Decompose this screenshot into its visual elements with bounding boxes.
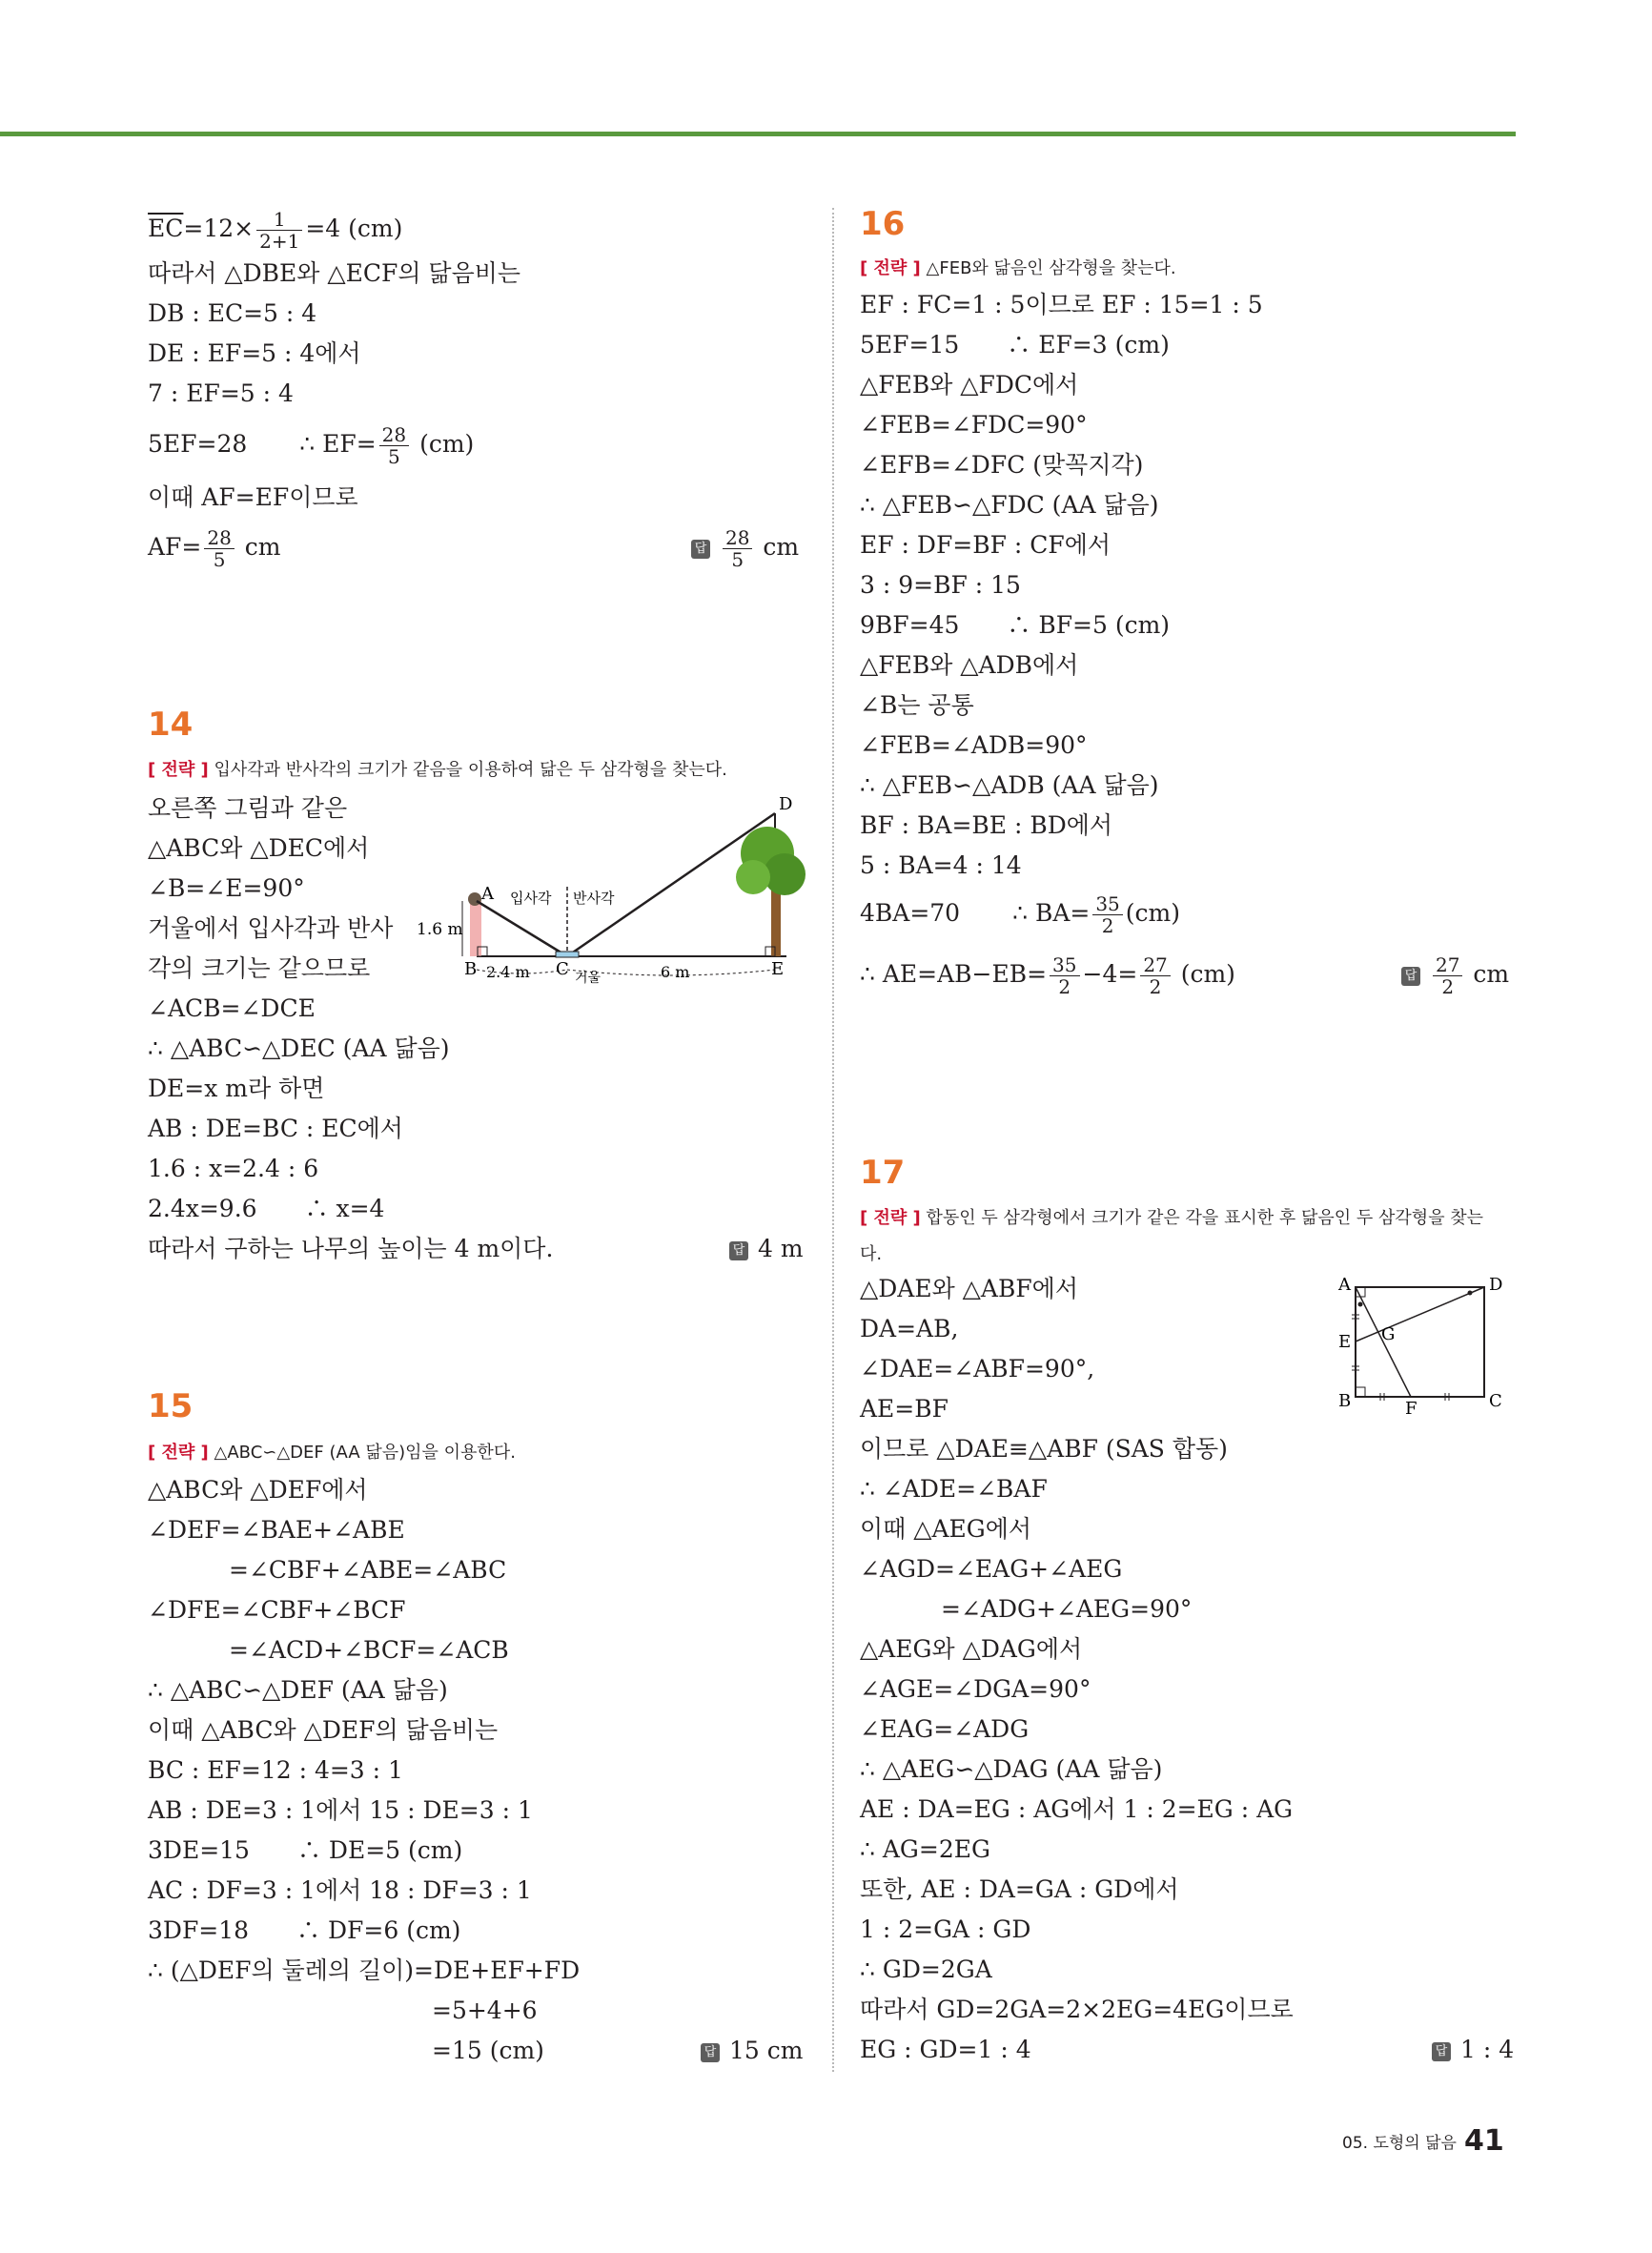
frac-num: 35 xyxy=(1050,954,1079,976)
text: AF= xyxy=(148,533,202,561)
incident-ray xyxy=(477,901,567,956)
text: ∴ BA= xyxy=(1012,899,1091,927)
p16-line: ∠FEB=∠FDC=90° xyxy=(860,411,1088,439)
p16-line: ∴ △FEB∽△ADB (AA 닮음) xyxy=(860,771,1159,799)
p15-line: 이때 △ABC와 △DEF의 닮음비는 xyxy=(148,1716,499,1744)
square-abcd xyxy=(1356,1287,1484,1397)
text: =4 (cm) xyxy=(305,215,403,242)
right-angle-mark xyxy=(1356,1387,1365,1397)
text: cm xyxy=(763,533,800,561)
p15-line: =15 (cm) xyxy=(432,2037,544,2064)
column-divider xyxy=(832,208,834,2072)
text: (cm) xyxy=(1125,899,1180,927)
p15-line: AB : DE=3 : 1에서 15 : DE=3 : 1 xyxy=(148,1796,533,1824)
text: =12× xyxy=(183,215,255,242)
p14-line: AB : DE=BC : EC에서 xyxy=(148,1115,403,1142)
text: 5EF=28 xyxy=(148,430,248,458)
square-figure xyxy=(1327,1273,1508,1419)
mirror-shape xyxy=(556,952,579,957)
label-reflection-angle: 반사각 xyxy=(573,890,615,907)
label-c: C xyxy=(556,959,569,979)
p17-line: ∠EAG=∠ADG xyxy=(860,1715,1030,1743)
frac-num: 35 xyxy=(1092,893,1122,915)
p14-line: ∠B=∠E=90° xyxy=(148,874,305,902)
p15-line: BC : EF=12 : 4=3 : 1 xyxy=(148,1756,403,1784)
tree-crown xyxy=(736,860,770,894)
label-height: 1.6 m xyxy=(417,920,463,939)
frac-den: 2 xyxy=(1441,975,1455,998)
label-d: D xyxy=(1489,1275,1503,1295)
p17-line: ∠AGE=∠DGA=90° xyxy=(860,1675,1091,1703)
answer-17 xyxy=(1432,2034,1514,2066)
p16-line: △FEB와 △FDC에서 xyxy=(860,371,1079,399)
p17-line: AE=BF xyxy=(860,1395,948,1423)
frac-num: 28 xyxy=(723,527,752,549)
carry-line-2: 따라서 △DBE와 △ECF의 닮음비는 xyxy=(148,259,521,287)
segment-de xyxy=(1356,1287,1484,1342)
text: (cm) xyxy=(419,430,475,458)
answer-mark-icon: 답 xyxy=(691,540,710,559)
text: ∴ AE=AB−EB= xyxy=(860,960,1048,988)
p16-line: 9BF=45 ∴ BF=5 (cm) xyxy=(860,611,1171,639)
p17-line: 이므로 △DAE≡△ABF (SAS 합동) xyxy=(860,1435,1228,1463)
strategy-text: 입사각과 반사각의 크기가 같음을 이용하여 닮은 두 삼각형을 찾는다. xyxy=(214,760,727,780)
frac-den: 2 xyxy=(1149,975,1162,998)
answer-15 xyxy=(701,2035,803,2067)
p15-line: ∠DFE=∠CBF+∠BCF xyxy=(148,1596,406,1624)
frac-den: 5 xyxy=(213,548,226,571)
p17-line: 따라서 GD=2GA=2×2EG=4EG이므로 xyxy=(860,1996,1294,2023)
strategy-17 xyxy=(860,1204,1483,1229)
label-f: F xyxy=(1405,1399,1417,1419)
p14-line: 거울에서 입사각과 반사 xyxy=(148,914,394,942)
fraction xyxy=(723,527,752,570)
p17-line: EG : GD=1 : 4 xyxy=(860,2036,1031,2063)
label-mirror: 거울 xyxy=(575,971,602,986)
p17-line: △AEG와 △DAG에서 xyxy=(860,1635,1083,1663)
answer-text: 4 m xyxy=(758,1235,804,1262)
strategy-tag: [ 전략 ] xyxy=(860,1208,921,1228)
frac-den: 2 xyxy=(1101,914,1114,937)
p15-line: ∴ (△DEF의 둘레의 길이)=DE+EF+FD xyxy=(148,1956,581,1984)
strategy-text: △ABC∽△DEF (AA 닮음)임을 이용한다. xyxy=(214,1443,516,1463)
label-e: E xyxy=(1338,1332,1352,1352)
problem-number-14: 14 xyxy=(148,706,194,744)
frac-num: 27 xyxy=(1140,954,1170,976)
p14-line: 따라서 구하는 나무의 높이는 4 m이다. xyxy=(148,1235,554,1262)
label-d: D xyxy=(779,794,793,814)
answer-13 xyxy=(691,527,799,570)
chapter-label: 05. 도형의 닮음 xyxy=(1342,2134,1457,2153)
p17-line: ∴ GD=2GA xyxy=(860,1956,992,1983)
carry-line-8 xyxy=(148,527,280,570)
answer-16 xyxy=(1401,954,1509,997)
carry-line-6 xyxy=(148,424,474,467)
p14-line: 1.6 : x=2.4 : 6 xyxy=(148,1155,319,1182)
label-b: B xyxy=(464,959,478,979)
p15-line: =∠ACD+∠BCF=∠ACB xyxy=(229,1636,509,1664)
p15-line: 3DF=18 ∴ DF=6 (cm) xyxy=(148,1916,461,1944)
p16-line: ∠B는 공통 xyxy=(860,691,974,719)
p16-line xyxy=(860,954,1235,997)
answer-mark-icon: 답 xyxy=(1432,2042,1451,2061)
p14-line: ∴ △ABC∽△DEC (AA 닮음) xyxy=(148,1034,450,1062)
p15-line: 3DE=15 ∴ DE=5 (cm) xyxy=(148,1836,463,1864)
strategy-tag: [ 전략 ] xyxy=(148,760,209,780)
strategy-17-cont: 다. xyxy=(860,1244,883,1264)
p15-line: AC : DF=3 : 1에서 18 : DF=3 : 1 xyxy=(148,1876,532,1904)
frac-num: 1 xyxy=(256,209,302,231)
p16-line: BF : BA=BE : BD에서 xyxy=(860,811,1113,839)
fraction xyxy=(1433,954,1462,997)
frac-num: 28 xyxy=(379,424,409,446)
header-rule xyxy=(0,132,1516,136)
p15-line: △ABC와 △DEF에서 xyxy=(148,1476,368,1504)
frac-den: 2+1 xyxy=(259,230,300,253)
fraction xyxy=(204,527,234,570)
p17-line: ∴ ∠ADE=∠BAF xyxy=(860,1475,1048,1503)
mirror-tree-figure xyxy=(415,787,806,986)
angle-dot-mark xyxy=(1358,1302,1363,1307)
answer-mark-icon: 답 xyxy=(701,2043,720,2062)
p16-line: ∠EFB=∠DFC (맞꼭지각) xyxy=(860,451,1144,479)
fraction xyxy=(1050,954,1079,997)
p14-line: △ABC와 △DEC에서 xyxy=(148,834,370,862)
problem-number-17: 17 xyxy=(860,1154,906,1192)
text: cm xyxy=(1473,960,1510,988)
text: ∴ EF= xyxy=(299,430,377,458)
problem-number-15: 15 xyxy=(148,1387,194,1425)
p15-line: =5+4+6 xyxy=(432,1997,538,2024)
problem-number-16: 16 xyxy=(860,205,906,243)
p17-line: ∴ △AEG∽△DAG (AA 닮음) xyxy=(860,1755,1163,1783)
strategy-14 xyxy=(148,756,727,781)
p16-line: EF : FC=1 : 5이므로 EF : 15=1 : 5 xyxy=(860,291,1263,318)
label-incident-angle: 입사각 xyxy=(510,890,552,907)
p16-line: ∠FEB=∠ADB=90° xyxy=(860,731,1088,759)
answer-text: 1 : 4 xyxy=(1460,2036,1515,2063)
fraction xyxy=(379,424,409,467)
p15-line: =∠CBF+∠ABE=∠ABC xyxy=(229,1556,507,1584)
p17-line: △DAE와 △ABF에서 xyxy=(860,1275,1078,1302)
p17-line: ∴ AG=2EG xyxy=(860,1835,990,1863)
p17-line: ∠DAE=∠ABF=90°, xyxy=(860,1355,1095,1383)
p14-line: 오른쪽 그림과 같은 xyxy=(148,794,348,822)
p17-line: 1 : 2=GA : GD xyxy=(860,1915,1031,1943)
p14-line: DE=x m라 하면 xyxy=(148,1075,325,1102)
label-e: E xyxy=(771,959,785,979)
page-number: 41 xyxy=(1463,2124,1504,2158)
p16-line: 5EF=15 ∴ EF=3 (cm) xyxy=(860,331,1170,358)
carry-line-1 xyxy=(148,209,402,252)
answer-14 xyxy=(729,1233,804,1265)
strategy-15 xyxy=(148,1439,516,1464)
p17-line: 이때 △AEG에서 xyxy=(860,1515,1032,1543)
label-ce: 6 m xyxy=(661,963,690,981)
p16-line: △FEB와 △ADB에서 xyxy=(860,651,1079,679)
label-a: A xyxy=(481,884,494,904)
p15-line: ∠DEF=∠BAE+∠ABE xyxy=(148,1516,405,1544)
text: −4= xyxy=(1082,960,1138,988)
carry-line-7: 이때 AF=EF이므로 xyxy=(148,483,358,511)
text: 4BA=70 xyxy=(860,899,961,927)
p16-line: 3 : 9=BF : 15 xyxy=(860,571,1021,599)
p16-line: ∴ △FEB∽△FDC (AA 닮음) xyxy=(860,491,1159,519)
fraction xyxy=(256,209,302,252)
fraction xyxy=(1092,893,1122,936)
label-c: C xyxy=(1489,1391,1502,1411)
text: cm xyxy=(244,533,281,561)
p15-line: ∴ △ABC∽△DEF (AA 닮음) xyxy=(148,1676,448,1704)
angle-dot-mark xyxy=(1468,1291,1473,1296)
overline-text: $\overline{EC}$ xyxy=(148,215,184,242)
p17-line: DA=AB, xyxy=(860,1315,959,1342)
label-g: G xyxy=(1381,1324,1396,1344)
p14-line: ∠ACB=∠DCE xyxy=(148,994,316,1022)
frac-den: 5 xyxy=(731,548,744,571)
carry-line-3: DB : EC=5 : 4 xyxy=(148,299,317,327)
p17-line: AE : DA=EG : AG에서 1 : 2=EG : AG xyxy=(860,1795,1294,1823)
strategy-16 xyxy=(860,255,1176,279)
p16-line: EF : DF=BF : CF에서 xyxy=(860,531,1112,559)
carry-line-4: DE : EF=5 : 4에서 xyxy=(148,339,361,367)
frac-num: 27 xyxy=(1433,954,1462,976)
answer-mark-icon: 답 xyxy=(729,1241,748,1260)
label-bc: 2.4 m xyxy=(486,963,530,981)
answer-mark-icon: 답 xyxy=(1401,967,1420,986)
carry-line-5: 7 : EF=5 : 4 xyxy=(148,379,294,407)
p16-line: 5 : BA=4 : 14 xyxy=(860,851,1022,879)
p16-line xyxy=(860,893,1180,936)
p17-line: 또한, AE : DA=GA : GD에서 xyxy=(860,1875,1179,1903)
strategy-tag: [ 전략 ] xyxy=(860,258,921,278)
p17-line: =∠ADG+∠AEG=90° xyxy=(941,1595,1193,1623)
label-b: B xyxy=(1338,1391,1352,1411)
frac-den: 5 xyxy=(388,445,400,468)
answer-text: 15 cm xyxy=(729,2037,804,2064)
p14-line: 각의 크기는 같으므로 xyxy=(148,954,371,982)
p17-line: ∠AGD=∠EAG+∠AEG xyxy=(860,1555,1123,1583)
fraction xyxy=(1140,954,1170,997)
strategy-text: △FEB와 닮음인 삼각형을 찾는다. xyxy=(926,258,1176,278)
person-shape xyxy=(470,901,481,956)
text: (cm) xyxy=(1180,960,1235,988)
strategy-tag: [ 전략 ] xyxy=(148,1443,209,1463)
frac-num: 28 xyxy=(204,527,234,549)
frac-den: 2 xyxy=(1058,975,1071,998)
strategy-text: 합동인 두 삼각형에서 크기가 같은 각을 표시한 후 닮음인 두 삼각형을 찾는 xyxy=(926,1208,1484,1228)
p14-line: 2.4x=9.6 ∴ x=4 xyxy=(148,1195,385,1222)
page-footer xyxy=(1342,2124,1504,2158)
label-a: A xyxy=(1338,1275,1351,1295)
